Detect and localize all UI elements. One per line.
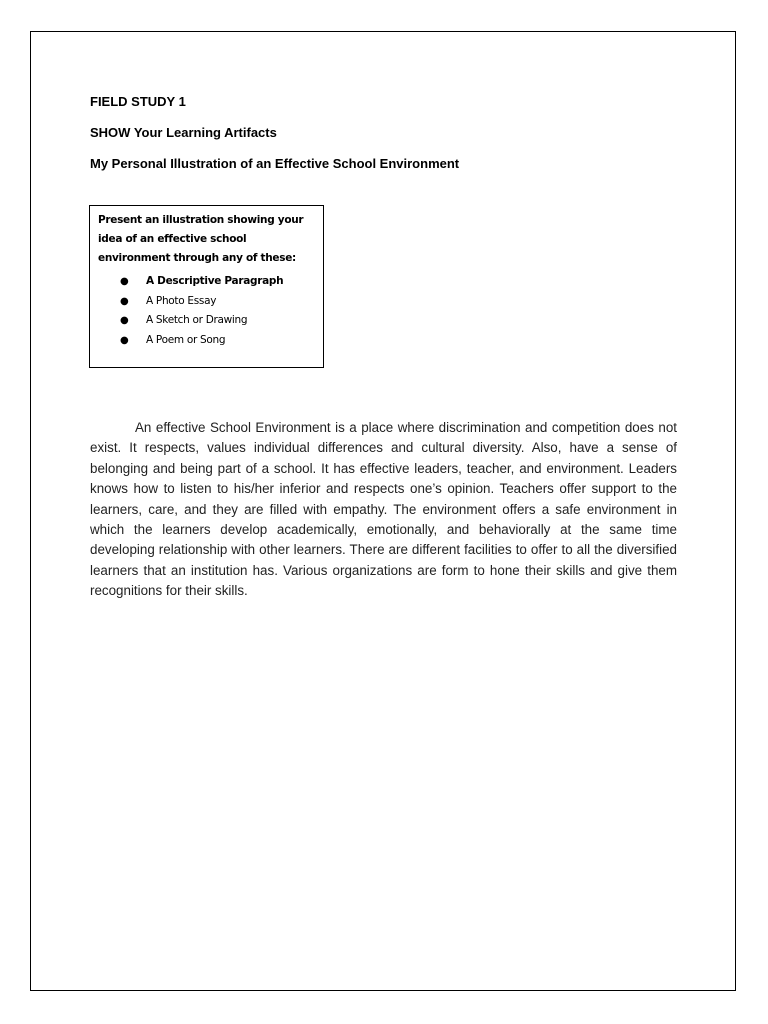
option-item bbox=[120, 331, 315, 351]
section-title: My Personal Illustration of an Effective School Environment bbox=[90, 156, 460, 171]
option-list bbox=[98, 272, 315, 350]
option-item bbox=[120, 311, 315, 331]
bullet-icon: ● bbox=[120, 295, 129, 307]
body-paragraph: An effective School Environment is a place where discrimination and competition does not exist. It respects, values individual differences and cultural diversity. Also, have a sense of belonging and being part of a school. It has effective leaders, teacher, and environment. Leaders knows how to listen to his/her inferior and respects one’s opinion. Teachers offer support to the learners, care, and they are filled with empathy. The environment offers a safe environment in which the learners develop academically, emotionally, and behaviorally at the same time developing relationship with other learners. There are different facilities to offer to all the diversified learners that an institution has. Various organizations are form to hone their skills and give them recognitions for their skills. bbox=[90, 420, 677, 599]
option-label: A Descriptive Paragraph bbox=[146, 275, 284, 287]
option-item bbox=[120, 292, 315, 312]
option-label: A Sketch or Drawing bbox=[146, 314, 248, 326]
document-title: FIELD STUDY 1 bbox=[90, 94, 186, 109]
instruction-text: Present an illustration showing your idea of an effective school environment through any of these: bbox=[98, 214, 304, 264]
bullet-icon: ● bbox=[120, 276, 129, 287]
bullet-icon: ● bbox=[120, 315, 129, 326]
document-subtitle: SHOW Your Learning Artifacts bbox=[90, 125, 277, 140]
option-item bbox=[120, 272, 315, 292]
option-label: A Photo Essay bbox=[146, 294, 217, 307]
instruction-box bbox=[89, 205, 324, 368]
bullet-icon: ● bbox=[120, 334, 129, 346]
option-label: A Poem or Song bbox=[146, 333, 226, 346]
